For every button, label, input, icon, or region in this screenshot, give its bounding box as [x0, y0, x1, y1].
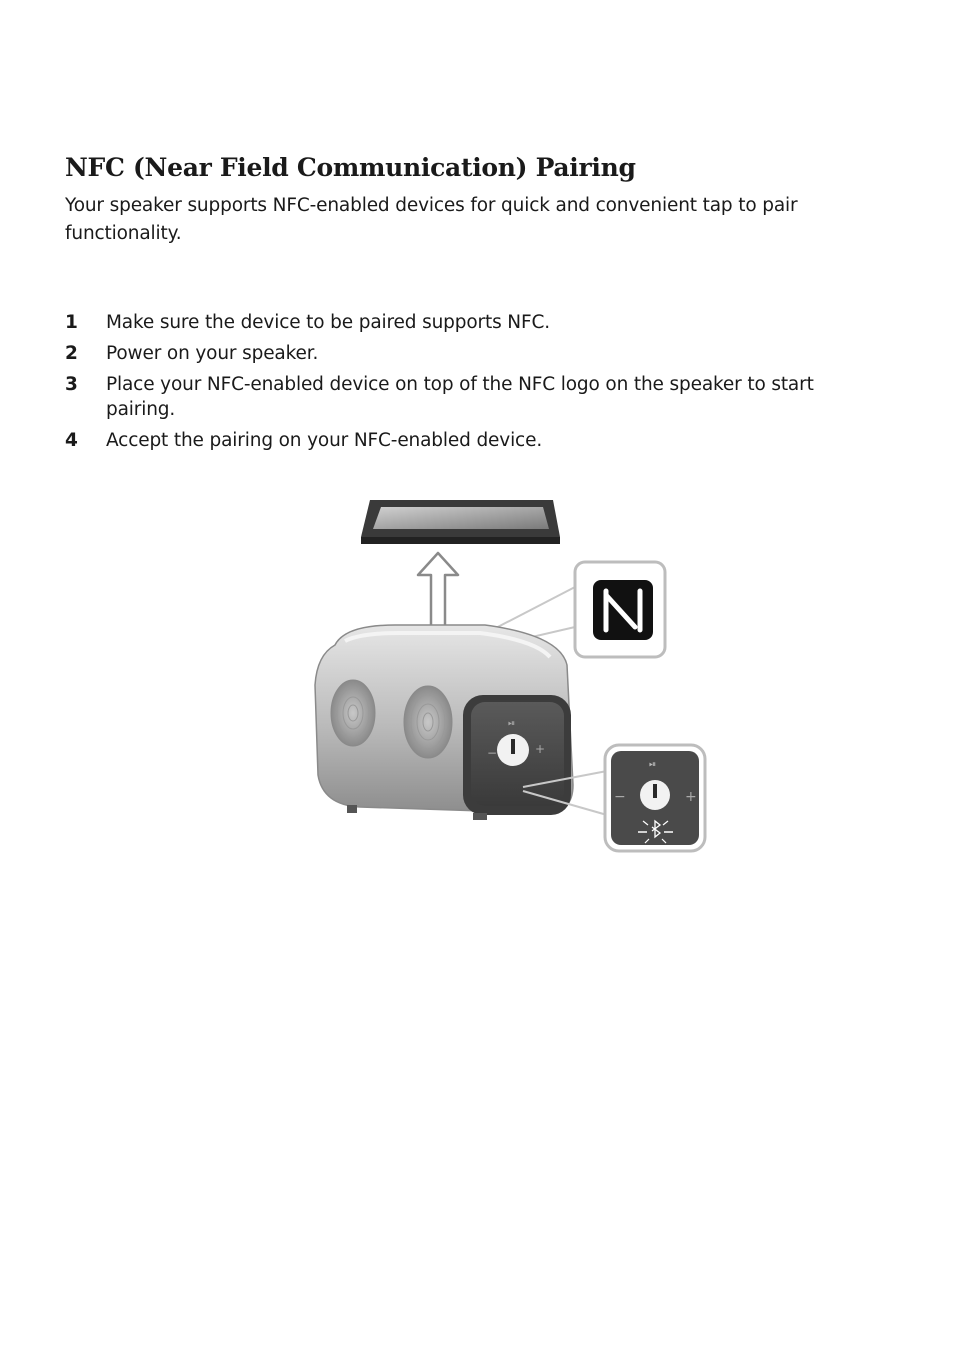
step-number: 2 [65, 343, 78, 364]
step-text: Place your NFC-enabled device on top of the NFC logo on the speaker to start pairing. [106, 374, 814, 420]
step-number: 4 [65, 430, 78, 451]
svg-text:+: + [535, 742, 546, 756]
step-number: 1 [65, 312, 78, 333]
intro-paragraph: Your speaker supports NFC-enabled devices for quick and convenient tap to pair functionality. [65, 195, 798, 244]
step-item [65, 341, 825, 366]
nfc-logo-icon [575, 562, 665, 657]
svg-text:+: + [685, 789, 697, 805]
step-number: 3 [65, 374, 78, 395]
speaker-icon [315, 625, 573, 820]
svg-text:⏯: ⏯ [508, 719, 516, 729]
page-title: NFC (Near Field Communication) Pairing [65, 153, 636, 182]
step-text: Power on your speaker. [106, 343, 319, 364]
nfc-pairing-illustration [305, 495, 715, 860]
step-item [65, 310, 825, 335]
svg-text:−: − [487, 746, 498, 760]
svg-text:−: − [614, 789, 626, 805]
step-text: Accept the pairing on your NFC-enabled device. [106, 430, 543, 451]
step-text: Make sure the device to be paired supports NFC. [106, 312, 550, 333]
step-item [65, 428, 825, 453]
power-icon [640, 780, 670, 810]
control-panel-zoom [605, 745, 705, 851]
steps-list [65, 310, 825, 459]
step-item [65, 372, 825, 422]
tablet-icon [361, 500, 560, 544]
svg-text:⏯: ⏯ [649, 760, 657, 770]
